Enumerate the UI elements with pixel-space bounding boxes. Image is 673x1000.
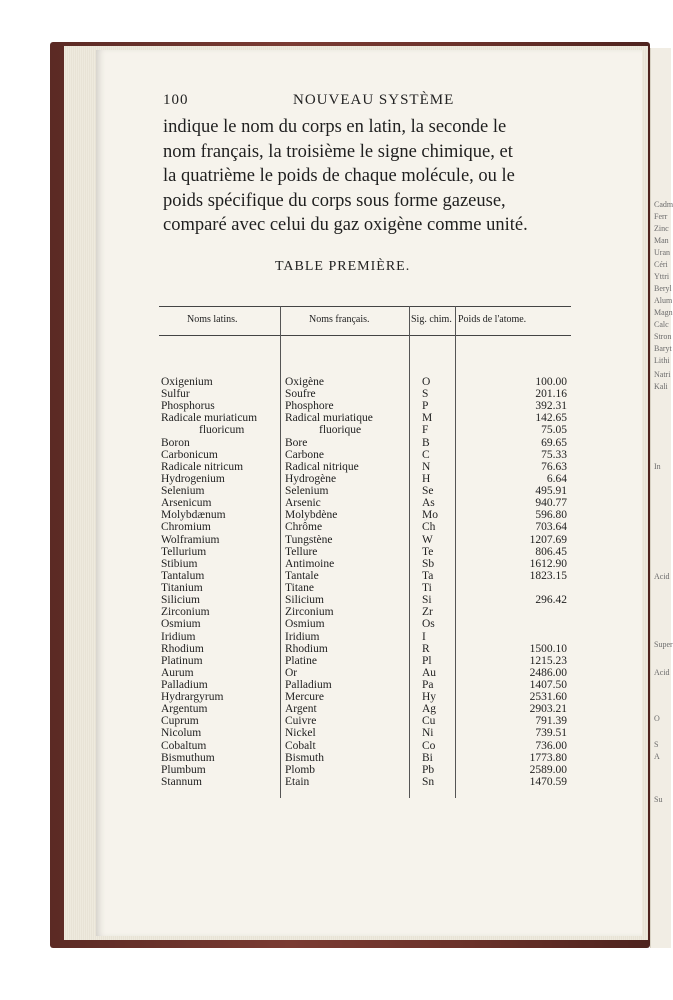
french-name: Palladium: [285, 679, 332, 691]
latin-name: Silicium: [161, 594, 200, 607]
table-row: [159, 509, 571, 521]
table-row: [159, 740, 571, 752]
atomic-weight: 739.51: [535, 727, 567, 740]
latin-name: Chromium: [161, 521, 211, 534]
chemical-sign: Au: [422, 666, 437, 679]
latin-name: Cobaltum: [161, 739, 207, 752]
header-noms-latins: Noms latins.: [187, 314, 238, 325]
facing-page-fragment: Yttri: [654, 272, 670, 281]
latin-name: Radicale nitricum: [161, 460, 244, 473]
atomic-weight: 1500.10: [529, 642, 567, 655]
table-row: [159, 752, 571, 764]
atomic-weight: 1215.23: [529, 654, 567, 667]
chemical-sign: Ag: [422, 703, 437, 716]
table-row: [159, 449, 571, 461]
atomic-weight: 596.80: [535, 509, 567, 522]
chemical-sign: R: [422, 642, 430, 655]
latin-name: Stannum: [161, 775, 202, 788]
latin-name: Arsenicum: [161, 497, 212, 510]
body-line: poids spécifique du corps sous forme gazeuse,: [163, 190, 506, 211]
latin-name: Plumbum: [161, 763, 206, 776]
latin-name: Zirconium: [161, 606, 210, 619]
atomic-weight: 806.45: [535, 545, 567, 558]
chemical-sign: Te: [422, 545, 434, 558]
latin-name: Osmium: [161, 618, 201, 631]
latin-name: Oxigenium: [161, 376, 213, 388]
table-row: [159, 570, 571, 582]
facing-page-fragment: Acid: [654, 572, 670, 581]
header-poids-atome: Poids de l'atome.: [458, 314, 527, 325]
french-name: Radical nitrique: [285, 460, 359, 473]
table-row: [159, 776, 571, 788]
latin-name: Aurum: [161, 666, 194, 679]
table-row: [159, 388, 571, 400]
french-name: Rhodium: [285, 642, 328, 655]
facing-page-fragment: Super: [654, 640, 673, 649]
chemical-sign: Pb: [422, 763, 435, 776]
table-title: TABLE PREMIÈRE.: [275, 259, 411, 274]
table-row: [159, 594, 571, 606]
latin-name: Titanium: [161, 582, 203, 595]
table-row: [159, 521, 571, 533]
body-line: comparé avec celui du gaz oxigène comme unité.: [163, 215, 528, 235]
chemical-sign: Si: [422, 594, 432, 607]
atomic-weight: 1207.69: [529, 533, 567, 546]
chemical-sign: M: [422, 412, 433, 425]
french-name: Chrôme: [285, 521, 323, 534]
chemical-sign: W: [422, 533, 433, 546]
french-name: fluorique: [319, 424, 362, 437]
table-row: [159, 606, 571, 618]
facing-page-fragment: Kali: [654, 382, 668, 391]
atomic-weight: 495.91: [535, 485, 567, 498]
french-name: Cuivre: [285, 715, 317, 728]
french-name: Hydrogène: [285, 472, 337, 485]
chemical-sign: O: [422, 376, 431, 388]
latin-name: Palladium: [161, 679, 208, 691]
chemical-sign: C: [422, 448, 430, 461]
latin-name: Wolframium: [161, 533, 220, 546]
atomic-weight: 1612.90: [529, 557, 567, 570]
latin-name: Boron: [161, 436, 190, 449]
chemical-sign: Pl: [422, 654, 432, 667]
table-row: [159, 437, 571, 449]
facing-page-fragment: Natri: [654, 370, 671, 379]
table-row: [159, 473, 571, 485]
latin-name: Nicolum: [161, 727, 202, 740]
table-row: [159, 582, 571, 594]
chemical-sign: Os: [422, 618, 435, 631]
facing-page-fragment: Baryt: [654, 344, 672, 353]
facing-page-fragment: Acid: [654, 668, 670, 677]
table-header-rule: [159, 335, 571, 336]
table-row: [159, 631, 571, 643]
table-row: [159, 558, 571, 570]
table-row: [159, 764, 571, 776]
french-name: Molybdène: [285, 509, 338, 522]
french-name: Phosphore: [285, 400, 334, 413]
body-line: indique le nom du corps en latin, la seconde le: [163, 117, 507, 137]
french-name: Iridium: [285, 630, 320, 643]
chemical-sign: Cu: [422, 715, 436, 728]
french-name: Mercure: [285, 691, 324, 704]
chemical-sign: F: [422, 424, 429, 437]
facing-page-edge: [650, 48, 671, 948]
french-name: Argent: [285, 703, 317, 716]
latin-name: Hydrargyrum: [161, 691, 224, 704]
facing-page-fragment: Ferr: [654, 212, 668, 221]
header-signe-chimique: Sig. chim.: [411, 314, 452, 325]
facing-page-fragment: Beryl: [654, 284, 672, 293]
latin-name: Hydrogenium: [161, 472, 225, 485]
latin-name: Carbonicum: [161, 448, 218, 461]
atomic-weight: 791.39: [535, 715, 567, 728]
latin-name: fluoricum: [199, 424, 245, 437]
chemical-sign: S: [422, 388, 429, 401]
chemical-sign: Bi: [422, 751, 433, 764]
atomic-weight: 2903.21: [529, 703, 567, 716]
latin-name: Molybdænum: [161, 509, 226, 522]
french-name: Antimoine: [285, 557, 335, 570]
table-row: [159, 400, 571, 412]
atomic-weight: 201.16: [535, 388, 567, 401]
facing-page-fragment: Uran: [654, 248, 670, 257]
french-name: Tantale: [285, 569, 319, 582]
table-row: [159, 424, 571, 436]
latin-name: Stibium: [161, 557, 198, 570]
atomic-weight: 1470.59: [529, 775, 567, 788]
atomic-weight: 75.05: [541, 424, 567, 437]
facing-page-fragment: Céri: [654, 260, 668, 269]
chemical-sign: Zr: [422, 606, 433, 619]
atomic-weight: 940.77: [535, 497, 567, 510]
atomic-weight: 75.33: [541, 448, 567, 461]
chemical-sign: Sb: [422, 557, 435, 570]
running-title: NOUVEAU SYSTÈME: [293, 92, 455, 108]
table-row: [159, 655, 571, 667]
atomic-weight: 2589.00: [529, 763, 567, 776]
french-name: Tellure: [285, 545, 318, 558]
table-top-rule: [159, 306, 571, 307]
french-name: Nickel: [285, 727, 316, 740]
chemical-sign: Ni: [422, 727, 434, 740]
body-line: la quatrième le poids de chaque molécule, ou le: [163, 166, 515, 186]
atomic-weight: 142.65: [535, 412, 567, 425]
latin-name: Sulfur: [161, 388, 190, 401]
latin-name: Iridium: [161, 630, 196, 643]
french-name: Or: [285, 666, 298, 679]
french-name: Selenium: [285, 485, 329, 498]
page-number: 100: [163, 92, 189, 108]
body-paragraph: [163, 115, 563, 238]
table-row: [159, 691, 571, 703]
french-name: Zirconium: [285, 606, 334, 619]
table-row: [159, 376, 571, 388]
atomic-weight: 76.63: [541, 460, 567, 473]
french-name: Etain: [285, 775, 310, 788]
french-name: Oxigène: [285, 376, 324, 388]
french-name: Bore: [285, 436, 308, 449]
facing-page-fragment: Stron: [654, 332, 672, 341]
atomic-weight: 296.42: [535, 594, 567, 607]
latin-name: Phosphorus: [161, 400, 215, 413]
table-row: [159, 485, 571, 497]
atomic-weight: 6.64: [546, 472, 567, 485]
table-row: [159, 546, 571, 558]
body-line: nom français, la troisième le signe chimique, et: [163, 141, 513, 162]
chemical-sign: Co: [422, 739, 436, 752]
table-row: [159, 679, 571, 691]
atomic-weight: 703.64: [535, 521, 567, 534]
latin-name: Bismuthum: [161, 751, 215, 764]
french-name: Radical muriatique: [285, 412, 373, 425]
french-name: Carbone: [285, 448, 324, 461]
atomic-weight: 392.31: [535, 400, 567, 413]
chemical-sign: Ch: [422, 521, 436, 534]
table-row: [159, 715, 571, 727]
facing-page-fragment: Cadm: [654, 200, 673, 209]
chemical-sign: Se: [422, 485, 434, 498]
chemical-sign: N: [422, 460, 431, 473]
table-row: [159, 727, 571, 739]
atomic-weight: 100.00: [535, 376, 567, 388]
table-row: [159, 497, 571, 509]
table-row: [159, 412, 571, 424]
table-row: [159, 534, 571, 546]
facing-page-fragment: A: [654, 752, 660, 761]
header-noms-francais: Noms français.: [309, 314, 370, 325]
facing-page-fragment: Zinc: [654, 224, 669, 233]
french-name: Bismuth: [285, 751, 324, 764]
table-row: [159, 643, 571, 655]
french-name: Osmium: [285, 618, 325, 631]
atomic-weight: 2486.00: [529, 666, 567, 679]
table-row: [159, 667, 571, 679]
facing-page-fragment: Alum: [654, 296, 673, 305]
chemical-sign: As: [422, 497, 435, 510]
chemical-sign: Ta: [422, 569, 434, 582]
french-name: Soufre: [285, 388, 316, 401]
latin-name: Selenium: [161, 485, 205, 498]
atomic-weight: 1823.15: [529, 569, 567, 582]
chemical-sign: P: [422, 400, 429, 413]
facing-page-fragment: S: [654, 740, 659, 749]
atomic-weight: 2531.60: [529, 691, 567, 704]
facing-page-fragment: Man: [654, 236, 669, 245]
french-name: Platine: [285, 654, 317, 667]
latin-name: Cuprum: [161, 715, 199, 728]
latin-name: Platinum: [161, 654, 203, 667]
facing-page-fragment: Lithi: [654, 356, 670, 365]
french-name: Plomb: [285, 763, 316, 776]
chemical-sign: Mo: [422, 509, 438, 522]
facing-page-fragment: Magn: [654, 308, 673, 317]
chemical-sign: Pa: [422, 679, 434, 691]
chemical-sign: Sn: [422, 775, 435, 788]
atomic-weight: 1407.50: [529, 679, 567, 691]
latin-name: Tantalum: [161, 569, 205, 582]
atomic-weight: 736.00: [535, 739, 567, 752]
atomic-weight: 69.65: [541, 436, 567, 449]
latin-name: Tellurium: [161, 545, 207, 558]
table-row: [159, 703, 571, 715]
facing-page-fragment: Su: [654, 795, 663, 804]
atomic-weight: 1773.80: [529, 751, 567, 764]
french-name: Tungstène: [285, 533, 333, 546]
chemical-sign: B: [422, 436, 430, 449]
table-row: [159, 461, 571, 473]
latin-name: Radicale muriaticum: [161, 412, 258, 425]
french-name: Titane: [285, 582, 314, 595]
facing-page-fragment: In: [654, 462, 661, 471]
facing-page-fragment: Calc: [654, 320, 669, 329]
facing-page-fragment: O: [654, 714, 660, 723]
french-name: Silicium: [285, 594, 324, 607]
latin-name: Argentum: [161, 703, 208, 716]
french-name: Arsenic: [285, 497, 321, 510]
table-row: [159, 618, 571, 630]
latin-name: Rhodium: [161, 642, 204, 655]
chemical-sign: I: [422, 630, 426, 643]
chemical-sign: Ti: [422, 582, 432, 595]
chemical-sign: Hy: [422, 691, 437, 704]
french-name: Cobalt: [285, 739, 316, 752]
chemical-sign: H: [422, 472, 431, 485]
